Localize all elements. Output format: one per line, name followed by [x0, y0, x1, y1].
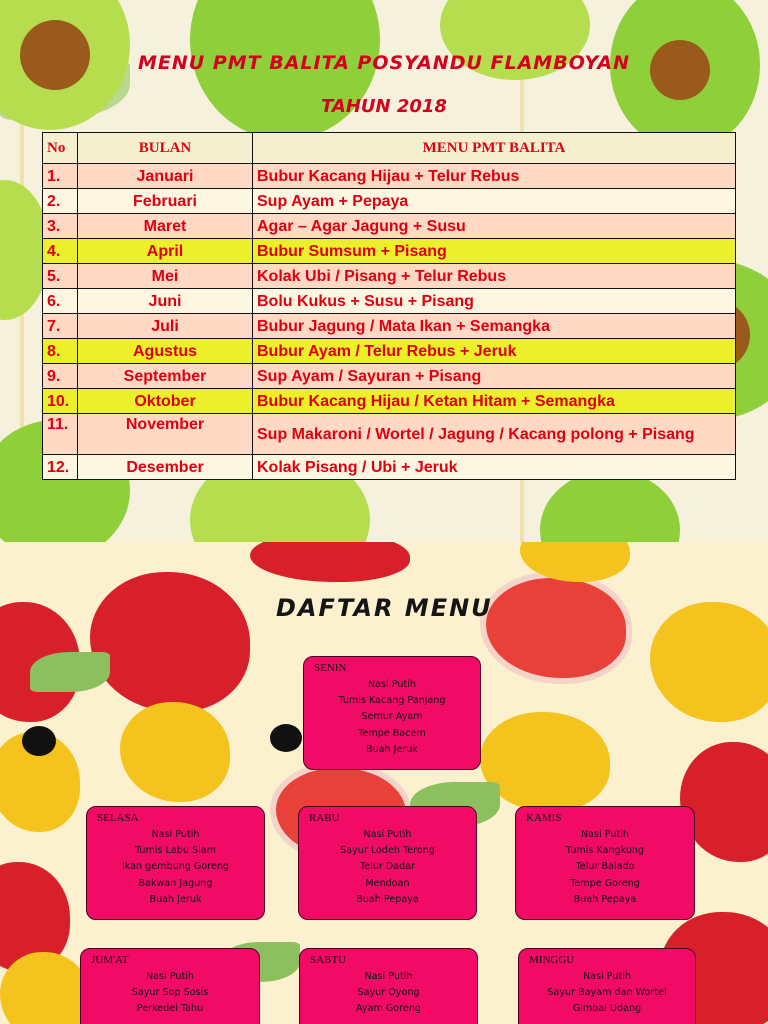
page-subtitle-year: TAHUN 2018	[321, 96, 447, 117]
cell-bulan: Maret	[78, 214, 253, 239]
list-item: Gimbal Udang	[572, 1003, 642, 1015]
table-row	[43, 364, 736, 389]
cell-no: 6.	[43, 289, 78, 314]
daftar-menu-page	[0, 542, 768, 1024]
list-item: Semur Ayam	[361, 711, 423, 723]
list-item: Perkedel Tahu	[136, 1003, 204, 1015]
cell-bulan: Juni	[78, 289, 253, 314]
day-card-minggu	[518, 948, 696, 1024]
list-item: Nasi Putih	[583, 971, 631, 982]
day-menu-list	[516, 827, 694, 908]
cell-no: 9.	[43, 364, 78, 389]
day-label: KAMIS	[526, 812, 562, 824]
list-item: Nasi Putih	[151, 829, 200, 840]
cell-bulan: April	[78, 239, 253, 264]
cell-bulan: Januari	[78, 164, 253, 189]
header-no: No	[43, 133, 78, 164]
list-item: Buah Pepaya	[573, 893, 637, 905]
list-item: Mendoan	[365, 877, 410, 889]
cell-menu: Bubur Sumsum + Pisang	[253, 239, 736, 264]
day-label: SELASA	[97, 812, 139, 824]
day-label: SABTU	[310, 954, 347, 966]
list-item: Nasi Putih	[364, 971, 413, 982]
cell-no: 4.	[43, 239, 78, 264]
cell-no: 7.	[43, 314, 78, 339]
list-item: Buah Pepaya	[356, 893, 419, 905]
cell-no: 1.	[43, 164, 78, 189]
cell-menu: Bubur Ayam / Telur Rebus + Jeruk	[253, 339, 736, 364]
cell-menu: Sup Ayam + Pepaya	[253, 189, 736, 214]
list-item: Buah Jeruk	[149, 893, 202, 905]
table-row	[43, 414, 736, 455]
cell-bulan: Desember	[78, 455, 253, 480]
day-label: RABU	[309, 812, 340, 824]
cell-bulan: Oktober	[78, 389, 253, 414]
list-item: Telur Balado	[575, 861, 635, 873]
list-item: Sayur Sop Sosis	[131, 987, 209, 999]
cell-no: 11.	[43, 414, 78, 455]
day-menu-list	[81, 969, 259, 1018]
table-row	[43, 264, 736, 289]
list-item: Buah Jeruk	[366, 743, 418, 755]
cell-menu: Kolak Pisang / Ubi + Jeruk	[253, 455, 736, 480]
list-item: Tumis Labu Siam	[135, 845, 216, 857]
table-header-row	[43, 133, 736, 164]
cell-menu: Agar – Agar Jagung + Susu	[253, 214, 736, 239]
list-item: Tempe Goreng	[570, 877, 640, 889]
cell-no: 12.	[43, 455, 78, 480]
day-card-selasa	[86, 806, 265, 920]
day-menu-list	[304, 677, 480, 758]
day-label: SENIN	[314, 662, 347, 674]
day-menu-list	[87, 827, 264, 908]
list-item: Nasi Putih	[146, 971, 194, 982]
cell-no: 5.	[43, 264, 78, 289]
table-row	[43, 339, 736, 364]
list-item: Ayam Goreng	[356, 1003, 421, 1015]
day-card-sabtu	[299, 948, 478, 1024]
cell-no: 2.	[43, 189, 78, 214]
cell-no: 3.	[43, 214, 78, 239]
cell-menu: Sup Makaroni / Wortel / Jagung / Kacang polong + Pisang	[253, 414, 736, 455]
table-row	[43, 214, 736, 239]
list-item: Tumis Kangkung	[565, 845, 645, 857]
list-item: Tempe Bacem	[358, 727, 426, 739]
list-item: Sayur Bayam dan Wortel	[547, 987, 667, 999]
cell-menu: Bubur Kacang Hijau / Ketan Hitam + Semangka	[253, 389, 736, 414]
list-item: Nasi Putih	[581, 829, 629, 840]
cell-bulan: November	[78, 414, 253, 455]
cell-no: 10.	[43, 389, 78, 414]
table-row	[43, 389, 736, 414]
table-row	[43, 189, 736, 214]
day-card-rabu	[298, 806, 477, 920]
list-item: Telur Dadar	[359, 861, 416, 873]
cell-menu: Sup Ayam / Sayuran + Pisang	[253, 364, 736, 389]
list-item: Sayur Oyong	[357, 987, 420, 999]
table-row	[43, 239, 736, 264]
page-title: MENU PMT BALITA POSYANDU FLAMBOYAN	[137, 52, 631, 74]
table-row	[43, 289, 736, 314]
cell-bulan: September	[78, 364, 253, 389]
table-row	[43, 314, 736, 339]
list-item: Nasi Putih	[363, 829, 412, 840]
list-item: Sayur Lodeh Terong	[340, 845, 435, 857]
cell-menu: Kolak Ubi / Pisang + Telur Rebus	[253, 264, 736, 289]
list-item: Tumis Kacang Panjang	[338, 695, 446, 707]
day-card-jumat	[80, 948, 260, 1024]
table-row	[43, 455, 736, 480]
list-item: Ikan gembung Goreng	[121, 861, 230, 873]
cell-bulan: Juli	[78, 314, 253, 339]
day-menu-list	[299, 827, 476, 908]
day-card-senin	[303, 656, 481, 770]
day-label: JUM'AT	[91, 954, 129, 966]
day-card-kamis	[515, 806, 695, 920]
list-item: Nasi Putih	[368, 679, 416, 690]
day-label: MINGGU	[529, 954, 575, 966]
menu-table	[42, 132, 736, 480]
list-item: Bakwan Jagung	[138, 877, 213, 889]
cell-menu: Bubur Kacang Hijau + Telur Rebus	[253, 164, 736, 189]
day-menu-list	[300, 969, 477, 1018]
cell-menu: Bubur Jagung / Mata Ikan + Semangka	[253, 314, 736, 339]
cell-bulan: Mei	[78, 264, 253, 289]
header-menu: MENU PMT BALITA	[253, 133, 736, 164]
daftar-menu-title: DAFTAR MENU	[276, 594, 493, 622]
cell-no: 8.	[43, 339, 78, 364]
cell-bulan: Agustus	[78, 339, 253, 364]
cell-menu: Bolu Kukus + Susu + Pisang	[253, 289, 736, 314]
header-bulan: BULAN	[78, 133, 253, 164]
cell-bulan: Februari	[78, 189, 253, 214]
day-menu-list	[519, 969, 695, 1018]
table-row	[43, 164, 736, 189]
